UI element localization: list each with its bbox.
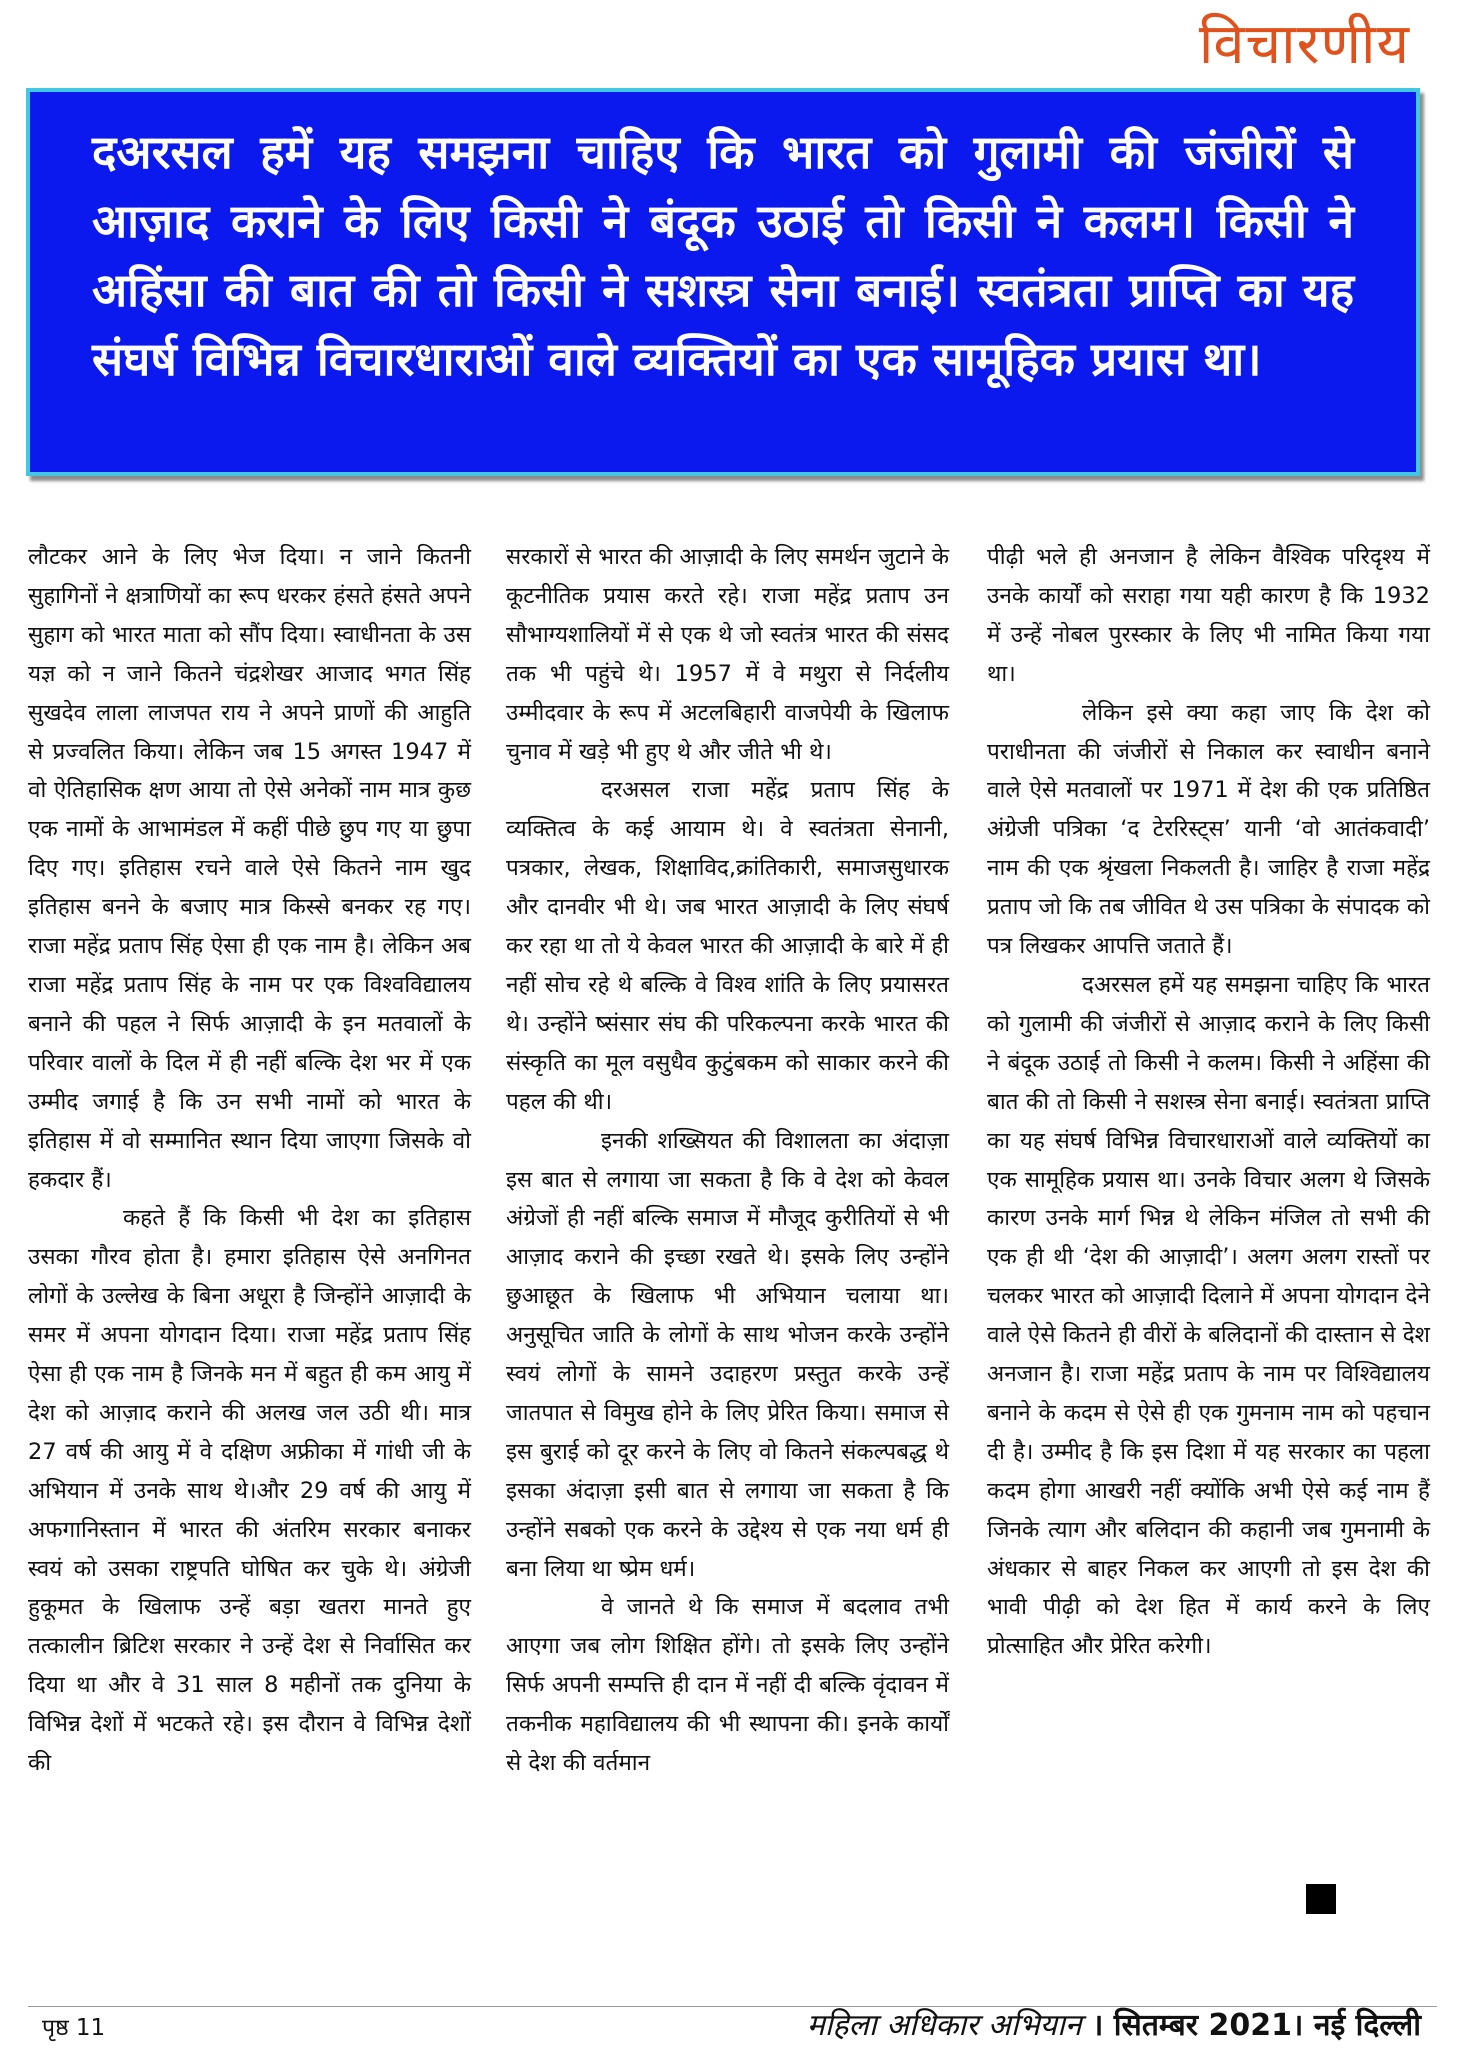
article-paragraph: कहते हैं कि किसी भी देश का इतिहास उसका गौरव होता है। हमारा इतिहास ऐसे अनगिनत लोगों के उल्लेख के बिना अधूरा है जिन्होंने आज़ादी के समर में अपना योगदान दिया। राजा महेंद्र प्रताप सिंह ऐसा ही एक नाम है जिनके मन में बहुत ही कम आयु में देश को आज़ाद कराने की अलख जल उठी थी। मात्र 27 वर्ष की आयु में वे दक्षिण अफ्रीका में गांधी जी के अभियान में उनके साथ थे।और 29 वर्ष की आयु में अफगानिस्तान में भारत की अंतरिम सरकार बनाकर स्वयं को उसका राष्ट्रपति घोषित कर चुके थे। अंग्रेजी हुकूमत के खिलाफ उन्हें बड़ा खतरा मानते हुए तत्कालीन ब्रिटिश सरकार ने उन्हें देश से निर्वासित कर दिया था और वे 31 साल 8 महीनों तक दुनिया के विभिन्न देशों में भटकते रहे। इस दौरान वे विभिन्न देशों की	[28, 1205, 471, 1777]
article-paragraph: लौटकर आने के लिए भेज दिया। न जाने कितनी सुहागिनों ने क्षत्राणियों का रूप धरकर हंसते हंसते अपने सुहाग को भारत माता को सौंप दिया। स्वाधीनता के उस यज्ञ को न जाने कितने चंद्रशेखर आजाद भगत सिंह सुखदेव लाला लाजपत राय ने अपने प्राणों की आहुति से प्रज्वलित किया। लेकिन जब 15 अगस्त 1947 में वो ऐतिहासिक क्षण आया तो ऐसे अनेकों नाम मात्र कुछ एक नामों के आभामंडल में कहीं पीछे छुप गए या छुपा दिए गए। इतिहास रचने वाले ऐसे कितने नाम खुद इतिहास बनने के बजाए मात्र किस्से बनकर रह गए। राजा महेंद्र प्रताप सिंह ऐसा ही एक नाम है। लेकिन अब राजा महेंद्र प्रताप सिंह के नाम पर एक विश्वविद्यालय बनाने की पहल ने सिर्फ आज़ादी के इन मतवालों के परिवार वालों के दिल में ही नहीं बल्कि देश भर में एक उम्मीद जगाई है कि उन सभी नामों को भारत के इतिहास में वो सम्मानित स्थान दिया जाएगा जिसके वो हकदार हैं।	[28, 544, 471, 1193]
issue-info: । सितम्बर 2021। नई दिल्ली	[1091, 2008, 1421, 2043]
article-paragraph: दरअसल राजा महेंद्र प्रताप सिंह के व्यक्तित्व के कई आयाम थे। वे स्वतंत्रता सेनानी, पत्रकार, लेखक, शिक्षाविद,क्रांतिकारी, समाजसुधारक और दानवीर भी थे। जब भारत आज़ादी के लिए संघर्ष कर रहा था तो ये केवल भारत की आज़ादी के बारे में ही नहीं सोच रहे थे बल्कि वे विश्व शांति के लिए प्रयासरत थे। उन्होंने ष्संसार संघ की परिकल्पना करके भारत की संस्कृति का मूल वसुधैव कुटुंबकम को साकार करने की पहल की थी।	[506, 777, 949, 1115]
section-heading: विचारणीय	[1198, 12, 1410, 77]
article-paragraph: लेकिन इसे क्या कहा जाए कि देश को पराधीनता की जंजीरों से निकाल कर स्वाधीन बनाने वाले ऐसे मतवालों पर 1971 में देश की एक प्रतिष्ठित अंग्रेजी पत्रिका ‘द टेररिस्ट्स’ यानी ‘वो आतंकवादी’ नाम की एक श्रृंखला निकलती है। जाहिर है राजा महेंद्र प्रताप जो कि तब जीवित थे उस पत्रिका के संपादक को पत्र लिखकर आपत्ति जताते हैं।	[987, 699, 1430, 960]
article-column-3	[987, 538, 1430, 1666]
article-paragraph: पीढ़ी भले ही अनजान है लेकिन वैश्विक परिदृश्य में उनके कार्यों को सराहा गया यही कारण है कि 1932 में उन्हें नोबल पुरस्कार के लिए भी नामित किया गया था।	[987, 544, 1430, 687]
magazine-info	[807, 2003, 1421, 2044]
article-paragraph: इनकी शख्सियत की विशालता का अंदाज़ा इस बात से लगाया जा सकता है कि वे देश को केवल अंग्रेजों ही नहीं बल्कि समाज में मौजूद कुरीतियों से भी आज़ाद कराने की इच्छा रखते थे। इसके लिए उन्होंने छुआछूत के खिलाफ भी अभियान चलाया था। अनुसूचित जाति के लोगों के साथ भोजन करके उन्होंने स्वयं लोगों के सामने उदाहरण प्रस्तुत करके उन्हें जातपात से विमुख होने के लिए प्रेरित किया। समाज से इस बुराई को दूर करने के लिए वो कितने संकल्पबद्ध थे इसका अंदाज़ा इसी बात से लगाया जा सकता है कि उन्होंने सबको एक करने के उद्देश्य से एक नया धर्म ही बना लिया था ष्प्रेम धर्म।	[506, 1127, 949, 1582]
article-paragraph: वे जानते थे कि समाज में बदलाव तभी आएगा जब लोग शिक्षित होंगे। तो इसके लिए उन्होंने सिर्फ अपनी सम्पत्ति ही दान में नहीं दी बल्कि वृंदावन में तकनीक महाविद्यालय की भी स्थापना की। इनके कार्यों से देश की वर्तमान	[506, 1594, 949, 1777]
end-of-article-mark	[1306, 1884, 1336, 1914]
article-column-1	[28, 538, 471, 1783]
pullquote-box: दअरसल हमें यह समझना चाहिए कि भारत को गुलामी की जंजीरों से आज़ाद कराने के लिए किसी ने बंदूक उठाई तो किसी ने कलम। किसी ने अहिंसा की बात की तो किसी ने सशस्त्र सेना बनाई। स्वतंत्रता प्राप्ति का यह संघर्ष विभिन्न विचारधाराओं वाले व्यक्तियों का एक सामूहिक प्रयास था।	[26, 88, 1420, 476]
magazine-name: महिला अधिकार अभियान	[806, 2008, 1082, 2043]
article-paragraph: दअरसल हमें यह समझना चाहिए कि भारत को गुलामी की जंजीरों से आज़ाद कराने के लिए किसी ने बंदूक उठाई तो किसी ने कलम। किसी ने अहिंसा की बात की तो किसी ने सशस्त्र सेना बनाई। स्वतंत्रता प्राप्ति का यह संघर्ष विभिन्न विचारधाराओं वाले व्यक्तियों का एक सामूहिक प्रयास था। उनके विचार अलग थे जिसके कारण उनके मार्ग भिन्न थे लेकिन मंजिल तो सभी की एक ही थी ‘देश की आज़ादी’। अलग अलग रास्तों पर चलकर भारत को आज़ादी दिलाने में अपना योगदान देने वाले ऐसे कितने ही वीरों के बलिदानों की दास्तान से देश अनजान है। राजा महेंद्र प्रताप के नाम पर विश्विद्यालय बनाने के कदम से ऐसे ही एक गुमनाम नाम को पहचान दी है। उम्मीद है कि इस दिशा में यह सरकार का पहला कदम होगा आखरी नहीं क्योंकि अभी ऐसे कई नाम हैं जिनके त्याग और बलिदान की कहानी जब गुमनामी के अंधकार से बाहर निकल कर आएगी तो इस देश की भावी पीढ़ी को देश हित में कार्य करने के लिए प्रोत्साहित और प्रेरित करेगी।	[987, 971, 1430, 1660]
page-number: पृष्ठ 11	[42, 2015, 106, 2041]
article-column-2	[506, 538, 949, 1783]
article-paragraph: सरकारों से भारत की आज़ादी के लिए समर्थन जुटाने के कूटनीतिक प्रयास करते रहे। राजा महेंद्र प्रताप उन सौभाग्यशालियों में से एक थे जो स्वतंत्र भारत की संसद तक भी पहुंचे थे। 1957 में वे मथुरा से निर्दलीय उम्मीदवार के रूप में अटलबिहारी वाजपेयी के खिलाफ चुनाव में खड़े भी हुए थे और जीते भी थे।	[506, 544, 949, 765]
